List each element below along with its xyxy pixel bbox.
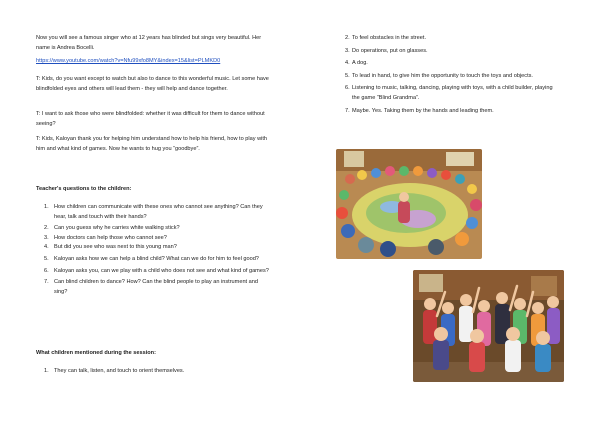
list-text: How doctors can help those who cannot see? [54,234,167,241]
list-number: 1. [44,204,49,210]
list-item [36,367,272,377]
list-number: 6. [44,267,49,274]
list-number: 3. [44,234,49,241]
list-text: To lead in hand, to give him the opportunity to touch the toys and objects. [352,72,533,79]
list-item [36,267,272,277]
mentioned-heading: What children mentioned during the session: [36,350,156,356]
list-text: To feel obstacles in the street. [352,35,427,41]
list-item [339,34,561,44]
list-text: Kaloyan asks how we can help a blind child? What can we do for him to feel good? [54,255,259,262]
questions-heading: Teacher's questions to the children: [36,186,132,192]
questions-list [36,203,272,297]
list-item [36,278,272,297]
paragraph-blindfolded: T: I want to ask those who were blindfolded: whether it was difficult for them to dance without seeing? [36,111,265,127]
list-item [339,47,561,57]
list-text: But did you see who was next to this young man? [54,244,177,251]
list-number: 2. [44,225,49,232]
list-text: How children can communicate with these ones who cannot see anything? Can they hear, talk and touch with their hands? [54,204,263,220]
list-number: 7. [345,107,350,114]
list-item [36,203,272,222]
list-item [339,84,561,103]
paragraph-goodbye: T: Kids, Kaloyan thank you for helping him understand how to help his friend, how to play with him and what kind of games. Now he wants to hug you “goodbye”. [36,136,268,152]
list-item [36,234,272,244]
list-number: 4. [345,60,350,67]
children-dancing-image [413,270,564,382]
list-number: 2. [345,35,350,41]
list-text: Listening to music, talking, dancing, playing with toys, with a child builder, playing the game “Blind Grandma”. [352,85,553,101]
intro-text: Now you will see a famous singer who at 12 years has blinded but sings very beautiful. Her name is Andrea Bocelli. [36,35,262,51]
video-link[interactable]: https://www.youtube.com/watch?v=Nfu99xfo8MY&index=15&list=PLMKD0 [36,58,221,64]
mentioned-list-continued [339,34,561,116]
list-text: Do operations, put on glasses. [352,47,428,54]
list-item [339,59,561,69]
list-text: A dog. [352,60,368,67]
list-number: 4. [44,244,49,251]
list-item [36,243,272,253]
list-number: 5. [345,72,350,79]
list-item [339,72,561,82]
list-item [36,224,272,234]
list-text: Kaloyan asks you, can we play with a child who does not see and what kind of games? [54,267,269,274]
list-number: 6. [345,85,350,92]
classroom-circle-image [336,149,482,259]
list-number: 7. [44,279,49,286]
paragraph-dance: T: Kids, do you want except to watch but also to dance to this wonderful music. Let some have blindfolded eyes and others will lead them - they will help and dance together. [36,76,269,92]
children-dancing-photo [413,270,564,382]
mentioned-list [36,367,272,377]
list-item [339,107,561,117]
list-number: 3. [345,47,350,54]
list-item [36,255,272,265]
list-text: Maybe. Yes. Taking them by the hands and leading them. [352,107,494,114]
list-text: Can you guess why he carries white walking stick? [54,225,180,232]
list-text: Can blind children to dance? How? Can the blind people to play an instrument and sing? [54,279,258,295]
classroom-circle-photo [336,149,482,259]
list-number: 1. [44,368,49,374]
list-text: They can talk, listen, and touch to orient themselves. [54,368,185,374]
list-number: 5. [44,255,49,262]
